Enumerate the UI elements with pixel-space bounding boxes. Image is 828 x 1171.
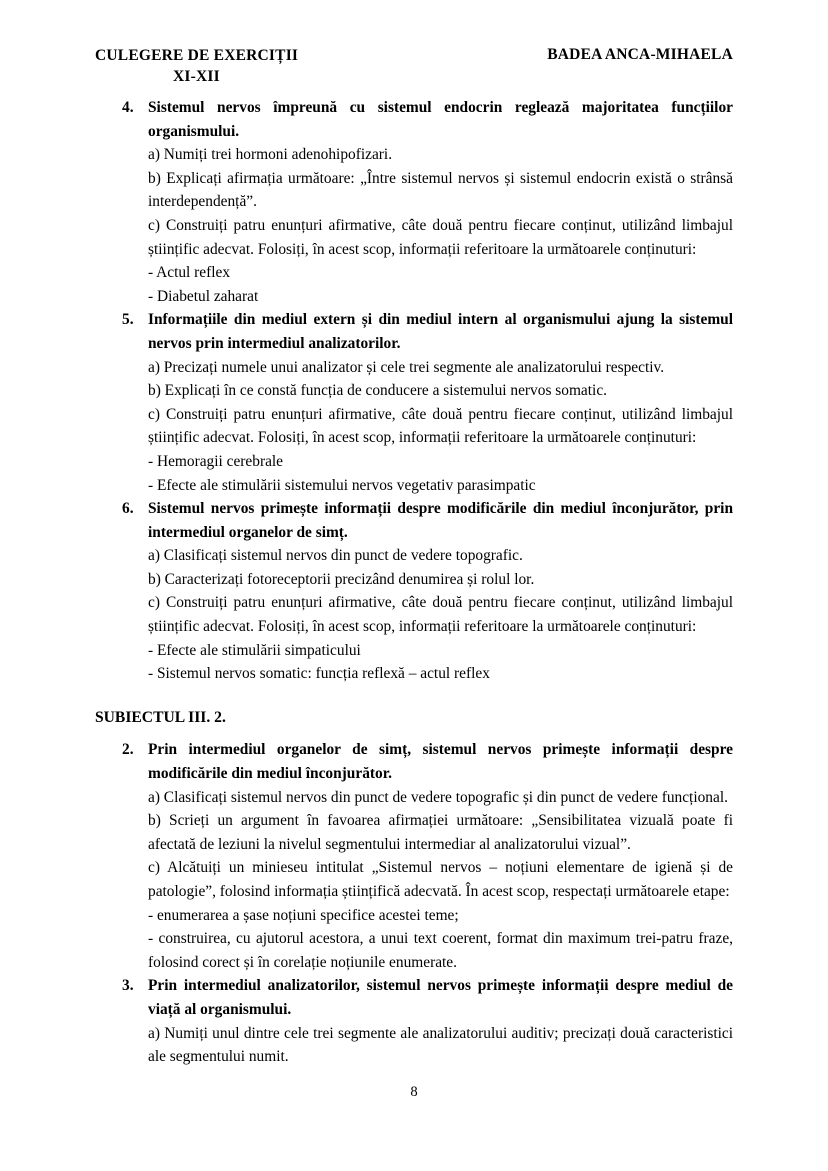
numbered-item — [95, 738, 733, 974]
item-subline: a) Clasificați sistemul nervos din punct de vedere topografic și din punct de vedere funcțional. — [148, 788, 728, 806]
item-subline: a) Numiți trei hormoni adenohipofizari. — [148, 146, 393, 164]
numbered-item — [95, 96, 733, 308]
item-subline: c) Construiți patru enunțuri afirmative, câte două pentru fiecare conținut, utilizând limbajul științific adecvat. Folosiți, în acest scop, informații referitoare la următoarele conținuturi: — [148, 594, 733, 636]
spacer — [95, 686, 733, 706]
running-head-title: CULEGERE DE EXERCIȚII — [95, 47, 299, 64]
item-subline: b) Scrieți un argument în favoarea afirmației următoare: „Sensibilitatea vizuală poate fi afectată de leziuni la nivelul segmentului intermediar al analizatorului vizual”. — [148, 812, 733, 853]
running-head — [95, 46, 733, 88]
item-number: 4. — [122, 99, 134, 116]
item-stem: Sistemul nervos împreună cu sistemul endocrin reglează majoritatea funcțiilor organismului. — [148, 99, 733, 140]
item-stem: Prin intermediul analizatorilor, sistemul nervos primește informații despre mediul de viață al organismului. — [148, 977, 733, 1018]
item-subline: - enumerarea a șase noțiuni specifice acestei teme; — [148, 906, 459, 924]
item-subline: c) Construiți patru enunțuri afirmative, câte două pentru fiecare conținut, utilizând limbajul științific adecvat. Folosiți, în acest scop, informații referitoare la următoarele conținuturi: — [148, 405, 733, 447]
page-body — [95, 96, 733, 1069]
item-subline: b) Explicați afirmația următoare: „Între sistemul nervos și sistemul endocrin există o strânsă interdependență”. — [148, 169, 733, 211]
item-subline: - Hemoragii cerebrale — [148, 452, 284, 470]
numbered-item — [95, 308, 733, 497]
spacer — [95, 729, 733, 738]
page-number: 8 — [410, 1084, 418, 1100]
item-stem: Prin intermediul organelor de simț, sistemul nervos primește informații despre modificările din mediul înconjurător. — [148, 741, 733, 783]
item-subline: - Sistemul nervos somatic: funcția reflexă – actul reflex — [148, 665, 490, 683]
item-subline: a) Numiți unul dintre cele trei segmente ale analizatorului auditiv; precizați două caracteristici ale segmentului numit. — [148, 1024, 733, 1066]
item-number: 3. — [122, 977, 134, 995]
item-subline: - Actul reflex — [148, 264, 231, 282]
running-head-row — [95, 46, 733, 88]
running-head-author: BADEA ANCA-MIHAELA — [547, 46, 733, 63]
section-heading: SUBIECTUL III. 2. — [95, 708, 226, 726]
running-head-left — [95, 46, 298, 88]
item-subline: c) Alcătuiți un minieseu intitulat „Sistemul nervos – noțiuni elementare de igienă și de patologie”, folosind informația științifică adecvată. În acest scop, respectați următoarele etape: — [148, 859, 733, 900]
item-number: 2. — [122, 741, 134, 759]
numbered-item — [95, 497, 733, 686]
item-subline: - Diabetul zaharat — [148, 287, 259, 305]
item-subline: - Efecte ale stimulării sistemului nervos vegetativ parasimpatic — [148, 476, 536, 494]
item-subline: a) Precizați numele unui analizator și cele trei segmente ale analizatorului respectiv. — [148, 358, 665, 376]
item-number: 5. — [122, 311, 134, 329]
numbered-item — [95, 974, 733, 1068]
item-subline: b) Explicați în ce constă funcția de conducere a sistemului nervos somatic. — [148, 382, 607, 400]
item-subline: - Efecte ale stimulării simpaticului — [148, 641, 361, 659]
item-number: 6. — [122, 500, 134, 518]
item-subline: - construirea, cu ajutorul acestora, a unui text coerent, format din maximum trei-patru fraze, folosind corect și în corelație noțiunile enumerate. — [148, 930, 733, 971]
item-subline: b) Caracterizați fotoreceptorii precizând denumirea și rolul lor. — [148, 570, 535, 588]
running-head-subtitle: XI-XII — [173, 67, 220, 85]
item-stem: Informațiile din mediul extern și din mediul intern al organismului ajung la sistemul nervos prin intermediul analizatorilor. — [148, 311, 733, 352]
item-subline: c) Construiți patru enunțuri afirmative, câte două pentru fiecare conținut, utilizând limbajul științific adecvat. Folosiți, în acest scop, informații referitoare la următoarele conținuturi: — [148, 216, 733, 258]
item-subline: a) Clasificați sistemul nervos din punct de vedere topografic. — [148, 547, 523, 565]
item-stem: Sistemul nervos primește informații despre modificările din mediul înconjurător, prin intermediul organelor de simț. — [148, 500, 733, 541]
